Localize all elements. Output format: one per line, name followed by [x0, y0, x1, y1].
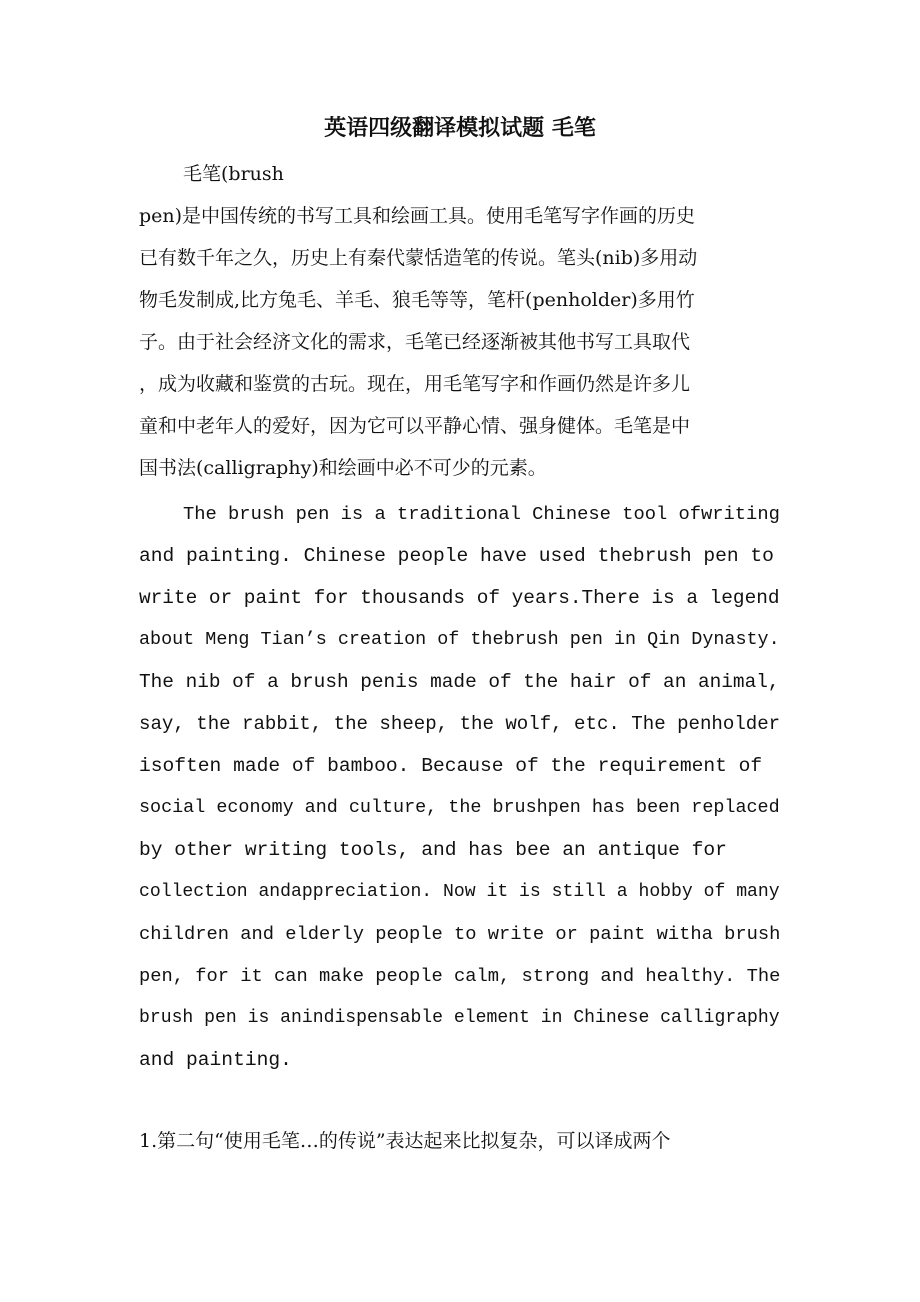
english-line: collection andappreciation. Now it is still a hobby of many [139, 882, 780, 902]
chinese-line: 毛笔(brush [183, 163, 284, 185]
english-line: say, the rabbit, the sheep, the wolf, etc. The penholder [139, 713, 781, 735]
english-line: and painting. Chinese people have used thebrush pen to [139, 545, 774, 567]
english-line: isoften made of bamboo. Because of the requirement of [139, 755, 763, 777]
english-line: brush pen is anindispensable element in Chinese calligraphy [139, 1008, 780, 1028]
document-title: 英语四级翻译模拟试题 毛笔 [324, 115, 596, 141]
chinese-line: 童和中老年人的爱好，因为它可以平静心情、强身健体。毛笔是中 [139, 415, 691, 437]
chinese-line: 子。由于社会经济文化的需求，毛笔已经逐渐被其他书写工具取代 [139, 331, 691, 353]
english-line: pen, for it can make people calm, strong and healthy. The [139, 965, 781, 987]
english-line: social economy and culture, the brushpen has been replaced [139, 797, 780, 818]
chinese-line: ，成为收藏和鉴赏的古玩。现在，用毛笔写字和作画仍然是许多儿 [139, 373, 691, 395]
english-line: The nib of a brush penis made of the hair of an animal, [139, 671, 780, 693]
english-line: by other writing tools, and has bee an antique for [139, 839, 727, 861]
chinese-line: 国书法(calligraphy)和绘画中必不可少的元素。 [139, 457, 547, 479]
chinese-line: pen)是中国传统的书写工具和绘画工具。使用毛笔写字作画的历史 [139, 205, 696, 227]
english-line: write or paint for thousands of years.There is a legend [139, 587, 780, 609]
note-line: 1.第二句“使用毛笔…的传说”表达起来比拟复杂，可以译成两个 [139, 1130, 671, 1152]
english-line: about Meng Tian’s creation of thebrush pen in Qin Dynasty. [139, 629, 780, 650]
chinese-line: 已有数千年之久，历史上有秦代蒙恬造笔的传说。笔头(nib)多用动 [139, 247, 698, 269]
english-line: and painting. [139, 1049, 292, 1071]
chinese-line: 物毛发制成,比方兔毛、羊毛、狼毛等等，笔杆(penholder)多用竹 [139, 289, 695, 311]
english-line: The brush pen is a traditional Chinese tool ofwriting [183, 503, 780, 525]
english-line: children and elderly people to write or paint witha brush [139, 923, 781, 945]
